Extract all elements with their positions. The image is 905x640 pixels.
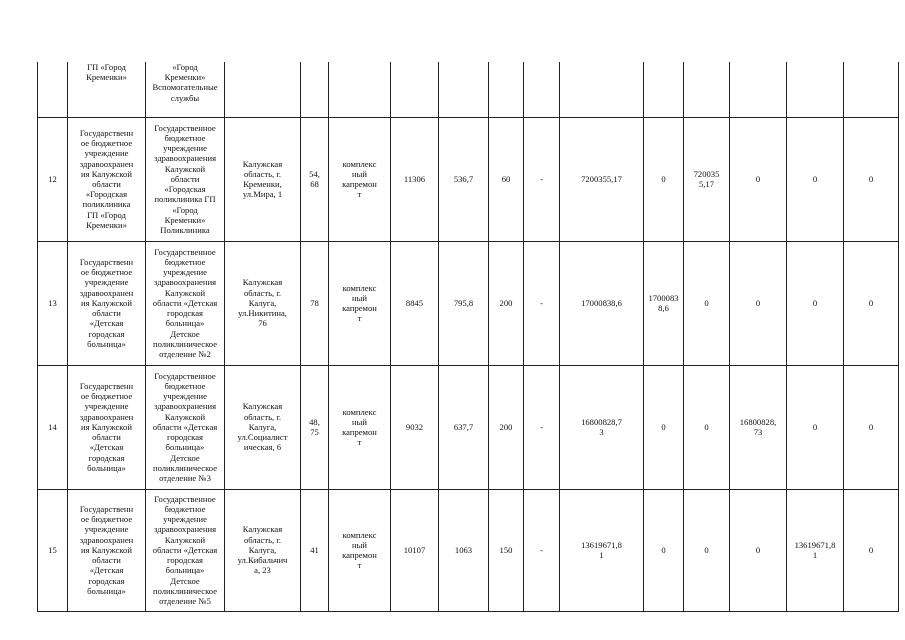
cell-line: Государственное bbox=[154, 493, 216, 504]
cell-line: ия Калужской bbox=[81, 168, 132, 179]
cell-line: 720035 bbox=[693, 168, 720, 179]
value-cell: 60 bbox=[489, 117, 524, 241]
cell-line: 0 bbox=[661, 173, 666, 184]
funding-cell-5 bbox=[844, 489, 899, 611]
cell-line: Государственн bbox=[79, 381, 134, 392]
cell-line: ул.Социалист bbox=[237, 432, 288, 443]
cell-line: 0 bbox=[661, 544, 666, 555]
cell-line: учреждение bbox=[84, 148, 129, 159]
cell-line: Кременки, bbox=[243, 179, 282, 189]
cell-line: ия Калужской bbox=[81, 297, 132, 308]
funding-cell-4 bbox=[787, 365, 844, 489]
cell-line: ое бюджетное bbox=[80, 138, 133, 149]
cell-line: отделение №5 bbox=[159, 595, 211, 606]
capital-repair-table bbox=[37, 62, 899, 612]
cell-line: Детское bbox=[170, 328, 200, 339]
cell-line: Детское bbox=[170, 575, 200, 586]
funding-cell-4 bbox=[787, 62, 844, 117]
total-cost-cell bbox=[560, 365, 644, 489]
cell-line: Калуга, bbox=[248, 297, 277, 308]
area-cell: 11306 bbox=[391, 117, 439, 241]
cell-line: Кременки» bbox=[164, 72, 206, 83]
cell-line: поликлиника ГП bbox=[154, 194, 216, 205]
cell-line: Калужская bbox=[242, 524, 283, 535]
cell-line: учреждение bbox=[84, 277, 129, 288]
funding-cell-3 bbox=[730, 117, 787, 241]
address-cell bbox=[225, 62, 301, 117]
cell-line: ул.Мира, 1 bbox=[242, 189, 283, 200]
cell-line: области bbox=[170, 173, 200, 184]
cell-line: ое бюджетное bbox=[80, 391, 133, 402]
table-row bbox=[38, 117, 899, 241]
building-numbers-cell bbox=[301, 117, 329, 241]
cell-line: 17000838,6 bbox=[581, 297, 622, 308]
cell-line: поликлиника bbox=[82, 199, 131, 210]
cell-line: отделение №3 bbox=[159, 472, 211, 483]
value-cell-2 bbox=[524, 62, 560, 117]
cell-line: больница» bbox=[87, 585, 126, 596]
cell-line: область, г. bbox=[243, 411, 282, 422]
cell-line: Государственное bbox=[154, 122, 216, 133]
funding-cell-1 bbox=[644, 62, 684, 117]
cell-line: 13619671,8 bbox=[581, 539, 622, 550]
area-cell-2: 1063 bbox=[439, 489, 489, 611]
cell-line: т bbox=[357, 560, 362, 571]
cell-line: 68 bbox=[310, 179, 319, 189]
cell-line: капремон bbox=[342, 427, 377, 437]
cell-line: здравоохранения bbox=[153, 524, 217, 535]
cell-line: ный bbox=[352, 416, 367, 427]
cell-line: больница» bbox=[165, 565, 205, 576]
cell-line: ный bbox=[352, 168, 367, 179]
cell-line: больница» bbox=[87, 338, 126, 349]
cell-line: учреждение bbox=[84, 524, 129, 535]
work-type-cell bbox=[329, 489, 391, 611]
cell-line: капремон bbox=[342, 303, 377, 313]
cell-line: Кременки» bbox=[86, 219, 127, 230]
customer-cell bbox=[68, 117, 146, 241]
funding-cell-2 bbox=[684, 117, 730, 241]
cell-line: Поликлиника bbox=[160, 224, 210, 235]
area-cell-2: 536,7 bbox=[439, 117, 489, 241]
cell-line: здравоохранения bbox=[153, 277, 217, 288]
value-cell bbox=[489, 62, 524, 117]
row-number: 12 bbox=[38, 117, 68, 241]
area-cell-2: 637,7 bbox=[439, 365, 489, 489]
cell-line: 16800828,7 bbox=[581, 416, 622, 427]
funding-cell-3 bbox=[730, 489, 787, 611]
institution-cell bbox=[146, 117, 225, 241]
cell-line: 0 bbox=[755, 173, 761, 184]
cell-line: больница» bbox=[87, 462, 126, 473]
funding-cell-2 bbox=[684, 489, 730, 611]
cell-line: 1 bbox=[812, 550, 818, 560]
cell-line: Калужская bbox=[242, 401, 283, 412]
area-cell: 8845 bbox=[391, 241, 439, 365]
cell-line: бюджетное bbox=[164, 504, 206, 515]
area-cell bbox=[391, 62, 439, 117]
cell-line: 0 bbox=[755, 297, 761, 308]
cell-line: поликлиническое bbox=[152, 462, 218, 473]
institution-cell bbox=[146, 365, 225, 489]
cell-line: 8,6 bbox=[658, 303, 669, 313]
building-numbers-cell bbox=[301, 489, 329, 611]
funding-cell-1 bbox=[644, 241, 684, 365]
cell-line: 3 bbox=[599, 427, 604, 437]
cell-line: 0 bbox=[704, 421, 709, 432]
cell-line: 0 bbox=[868, 297, 874, 308]
cell-line: бюджетное bbox=[164, 381, 206, 392]
cell-line: «Город bbox=[172, 204, 198, 215]
cell-line: области bbox=[92, 179, 121, 189]
cell-line: комплекс bbox=[342, 158, 377, 169]
cell-line: Кременки» bbox=[164, 214, 206, 225]
funding-cell-4 bbox=[787, 241, 844, 365]
funding-cell-2 bbox=[684, 241, 730, 365]
value-cell-2: - bbox=[524, 241, 560, 365]
cell-line: 48, bbox=[309, 416, 320, 427]
cell-line: 5,17 bbox=[698, 179, 715, 189]
cell-line: городская bbox=[88, 575, 125, 586]
cell-line: здравоохранен bbox=[79, 411, 134, 422]
cell-line: капремон bbox=[342, 550, 377, 560]
cell-line: 0 bbox=[755, 544, 761, 555]
cell-line: 0 bbox=[812, 173, 818, 184]
building-numbers-cell bbox=[301, 62, 329, 117]
value-cell: 200 bbox=[489, 241, 524, 365]
funding-cell-1 bbox=[644, 117, 684, 241]
cell-line: области bbox=[92, 555, 121, 566]
cell-line: области «Детская bbox=[152, 544, 218, 555]
area-cell: 9032 bbox=[391, 365, 439, 489]
funding-cell-1 bbox=[644, 489, 684, 611]
cell-line: Государственное bbox=[154, 246, 216, 257]
table-row bbox=[38, 241, 899, 365]
table-row bbox=[38, 62, 899, 117]
cell-line: 13619671,8 bbox=[794, 539, 836, 550]
row-number bbox=[38, 62, 68, 117]
cell-line: 0 bbox=[868, 421, 874, 432]
cell-line: «Городская bbox=[85, 189, 128, 200]
cell-line: 0 bbox=[704, 297, 709, 308]
table-row bbox=[38, 489, 899, 611]
cell-line: 54, bbox=[309, 168, 320, 179]
work-type-cell bbox=[329, 117, 391, 241]
cell-line: Калужская bbox=[242, 277, 283, 288]
cell-line: Государственн bbox=[79, 504, 134, 515]
cell-line: Калужской bbox=[164, 534, 206, 545]
cell-line: «Детская bbox=[89, 442, 124, 453]
funding-cell-5 bbox=[844, 241, 899, 365]
cell-line: городская bbox=[167, 555, 203, 566]
cell-line: здравоохранен bbox=[79, 534, 134, 545]
cell-line: ическая, 6 bbox=[243, 442, 282, 453]
cell-line: а, 23 bbox=[254, 565, 271, 576]
cell-line: отделение №2 bbox=[159, 348, 211, 359]
area-cell: 10107 bbox=[391, 489, 439, 611]
cell-line: учреждение bbox=[84, 401, 129, 412]
funding-cell-1 bbox=[644, 365, 684, 489]
cell-line: т bbox=[357, 437, 362, 448]
cell-line: здравоохранен bbox=[79, 158, 134, 169]
cell-line: области bbox=[92, 432, 121, 443]
cell-line: Государственн bbox=[79, 127, 134, 138]
address-cell bbox=[225, 241, 301, 365]
cell-line: т bbox=[357, 189, 362, 200]
cell-line: 1 bbox=[599, 550, 604, 560]
cell-line: область, г. bbox=[243, 287, 282, 298]
cell-line: больница» bbox=[165, 442, 205, 453]
cell-line: 16800828, bbox=[739, 416, 777, 427]
funding-cell-5 bbox=[844, 62, 899, 117]
cell-line: 75 bbox=[310, 427, 319, 437]
funding-cell-5 bbox=[844, 365, 899, 489]
value-cell-2: - bbox=[524, 365, 560, 489]
cell-line: область, г. bbox=[243, 534, 282, 545]
cell-line: здравоохранения bbox=[153, 401, 217, 412]
address-cell bbox=[225, 365, 301, 489]
total-cost-cell bbox=[560, 489, 644, 611]
value-cell: 150 bbox=[489, 489, 524, 611]
cell-line: Государственное bbox=[154, 370, 216, 381]
cell-line: области «Детская bbox=[152, 421, 218, 432]
table-body bbox=[38, 62, 899, 611]
cell-line: капремон bbox=[342, 179, 377, 189]
funding-cell-4 bbox=[787, 489, 844, 611]
work-type-cell bbox=[329, 62, 391, 117]
cell-line: ое бюджетное bbox=[80, 267, 133, 278]
cell-line: больница» bbox=[165, 318, 205, 329]
cell-line: Кременки» bbox=[86, 72, 127, 83]
total-cost-cell bbox=[560, 62, 644, 117]
cell-line: учреждение bbox=[163, 267, 207, 278]
cell-line: Калужской bbox=[164, 163, 206, 174]
cell-line: 78 bbox=[310, 297, 319, 308]
customer-cell bbox=[68, 365, 146, 489]
row-number: 13 bbox=[38, 241, 68, 365]
customer-cell bbox=[68, 489, 146, 611]
total-cost-cell bbox=[560, 241, 644, 365]
cell-line: ия Калужской bbox=[81, 544, 132, 555]
value-cell-2: - bbox=[524, 489, 560, 611]
cell-line: т bbox=[357, 313, 362, 324]
cell-line: 0 bbox=[704, 544, 709, 555]
cell-line: 41 bbox=[310, 544, 319, 555]
cell-line: ия Калужской bbox=[81, 421, 132, 432]
funding-cell-3 bbox=[730, 365, 787, 489]
cell-line: ГП «Город bbox=[87, 62, 126, 72]
row-number: 14 bbox=[38, 365, 68, 489]
cell-line: комплекс bbox=[342, 406, 377, 417]
cell-line: 0 bbox=[868, 173, 874, 184]
cell-line: здравоохранен bbox=[79, 287, 134, 298]
cell-line: Детское bbox=[170, 452, 200, 463]
work-type-cell bbox=[329, 241, 391, 365]
total-cost-cell bbox=[560, 117, 644, 241]
cell-line: ул.Никитина, bbox=[238, 308, 287, 319]
funding-cell-2 bbox=[684, 62, 730, 117]
cell-line: комплекс bbox=[342, 282, 377, 293]
cell-line: бюджетное bbox=[164, 257, 206, 268]
cell-line: здравоохранения bbox=[153, 153, 217, 164]
customer-cell bbox=[68, 62, 146, 117]
cell-line: ул.Кибальчич bbox=[237, 555, 288, 566]
cell-line: ный bbox=[352, 539, 367, 550]
cell-line: поликлиническое bbox=[152, 585, 218, 596]
cell-line: городская bbox=[88, 328, 125, 339]
cell-line: бюджетное bbox=[164, 133, 206, 144]
area-cell-2: 795,8 bbox=[439, 241, 489, 365]
area-cell-2 bbox=[439, 62, 489, 117]
cell-line: Вспомогательные bbox=[152, 82, 218, 93]
cell-line: комплекс bbox=[342, 529, 377, 540]
funding-cell-3 bbox=[730, 241, 787, 365]
cell-line: области bbox=[92, 308, 121, 319]
cell-line: ный bbox=[352, 292, 367, 303]
cell-line: 73 bbox=[753, 427, 763, 437]
institution-cell bbox=[146, 489, 225, 611]
building-numbers-cell bbox=[301, 365, 329, 489]
value-cell: 200 bbox=[489, 365, 524, 489]
cell-line: ГП «Город bbox=[87, 209, 126, 220]
cell-line: Калужской bbox=[164, 287, 206, 298]
cell-line: учреждение bbox=[163, 514, 207, 525]
cell-line: учреждение bbox=[163, 391, 207, 402]
cell-line: Государственн bbox=[79, 257, 134, 268]
cell-line: «Город bbox=[172, 62, 198, 72]
cell-line: Калужской bbox=[164, 411, 206, 422]
funding-cell-4 bbox=[787, 117, 844, 241]
cell-line: 0 bbox=[812, 297, 818, 308]
cell-line: городская bbox=[167, 308, 203, 319]
cell-line: область, г. bbox=[243, 168, 282, 179]
institution-cell bbox=[146, 241, 225, 365]
cell-line: 76 bbox=[258, 318, 267, 329]
cell-line: 0 bbox=[868, 544, 874, 555]
cell-line: поликлиническое bbox=[152, 338, 218, 349]
cell-line: ое бюджетное bbox=[80, 514, 133, 525]
funding-cell-2 bbox=[684, 365, 730, 489]
funding-cell-3 bbox=[730, 62, 787, 117]
cell-line: Калуга, bbox=[248, 421, 277, 432]
row-number: 15 bbox=[38, 489, 68, 611]
customer-cell bbox=[68, 241, 146, 365]
cell-line: службы bbox=[170, 92, 200, 103]
cell-line: «Детская bbox=[89, 318, 124, 329]
funding-cell-5 bbox=[844, 117, 899, 241]
cell-line: области «Детская bbox=[152, 297, 218, 308]
table-row bbox=[38, 365, 899, 489]
cell-line: учреждение bbox=[163, 143, 207, 154]
cell-line: 1700083 bbox=[648, 292, 679, 303]
building-numbers-cell bbox=[301, 241, 329, 365]
address-cell bbox=[225, 117, 301, 241]
work-type-cell bbox=[329, 365, 391, 489]
cell-line: Калужская bbox=[242, 158, 283, 169]
cell-line: «Детская bbox=[89, 565, 124, 576]
institution-cell bbox=[146, 62, 225, 117]
cell-line: городская bbox=[167, 432, 203, 443]
cell-line: Калуга, bbox=[248, 544, 277, 555]
value-cell-2: - bbox=[524, 117, 560, 241]
cell-line: 0 bbox=[661, 421, 666, 432]
cell-line: «Городская bbox=[164, 184, 206, 195]
address-cell bbox=[225, 489, 301, 611]
cell-line: 0 bbox=[812, 421, 818, 432]
cell-line: 7200355,17 bbox=[581, 173, 622, 184]
cell-line: городская bbox=[88, 452, 125, 463]
